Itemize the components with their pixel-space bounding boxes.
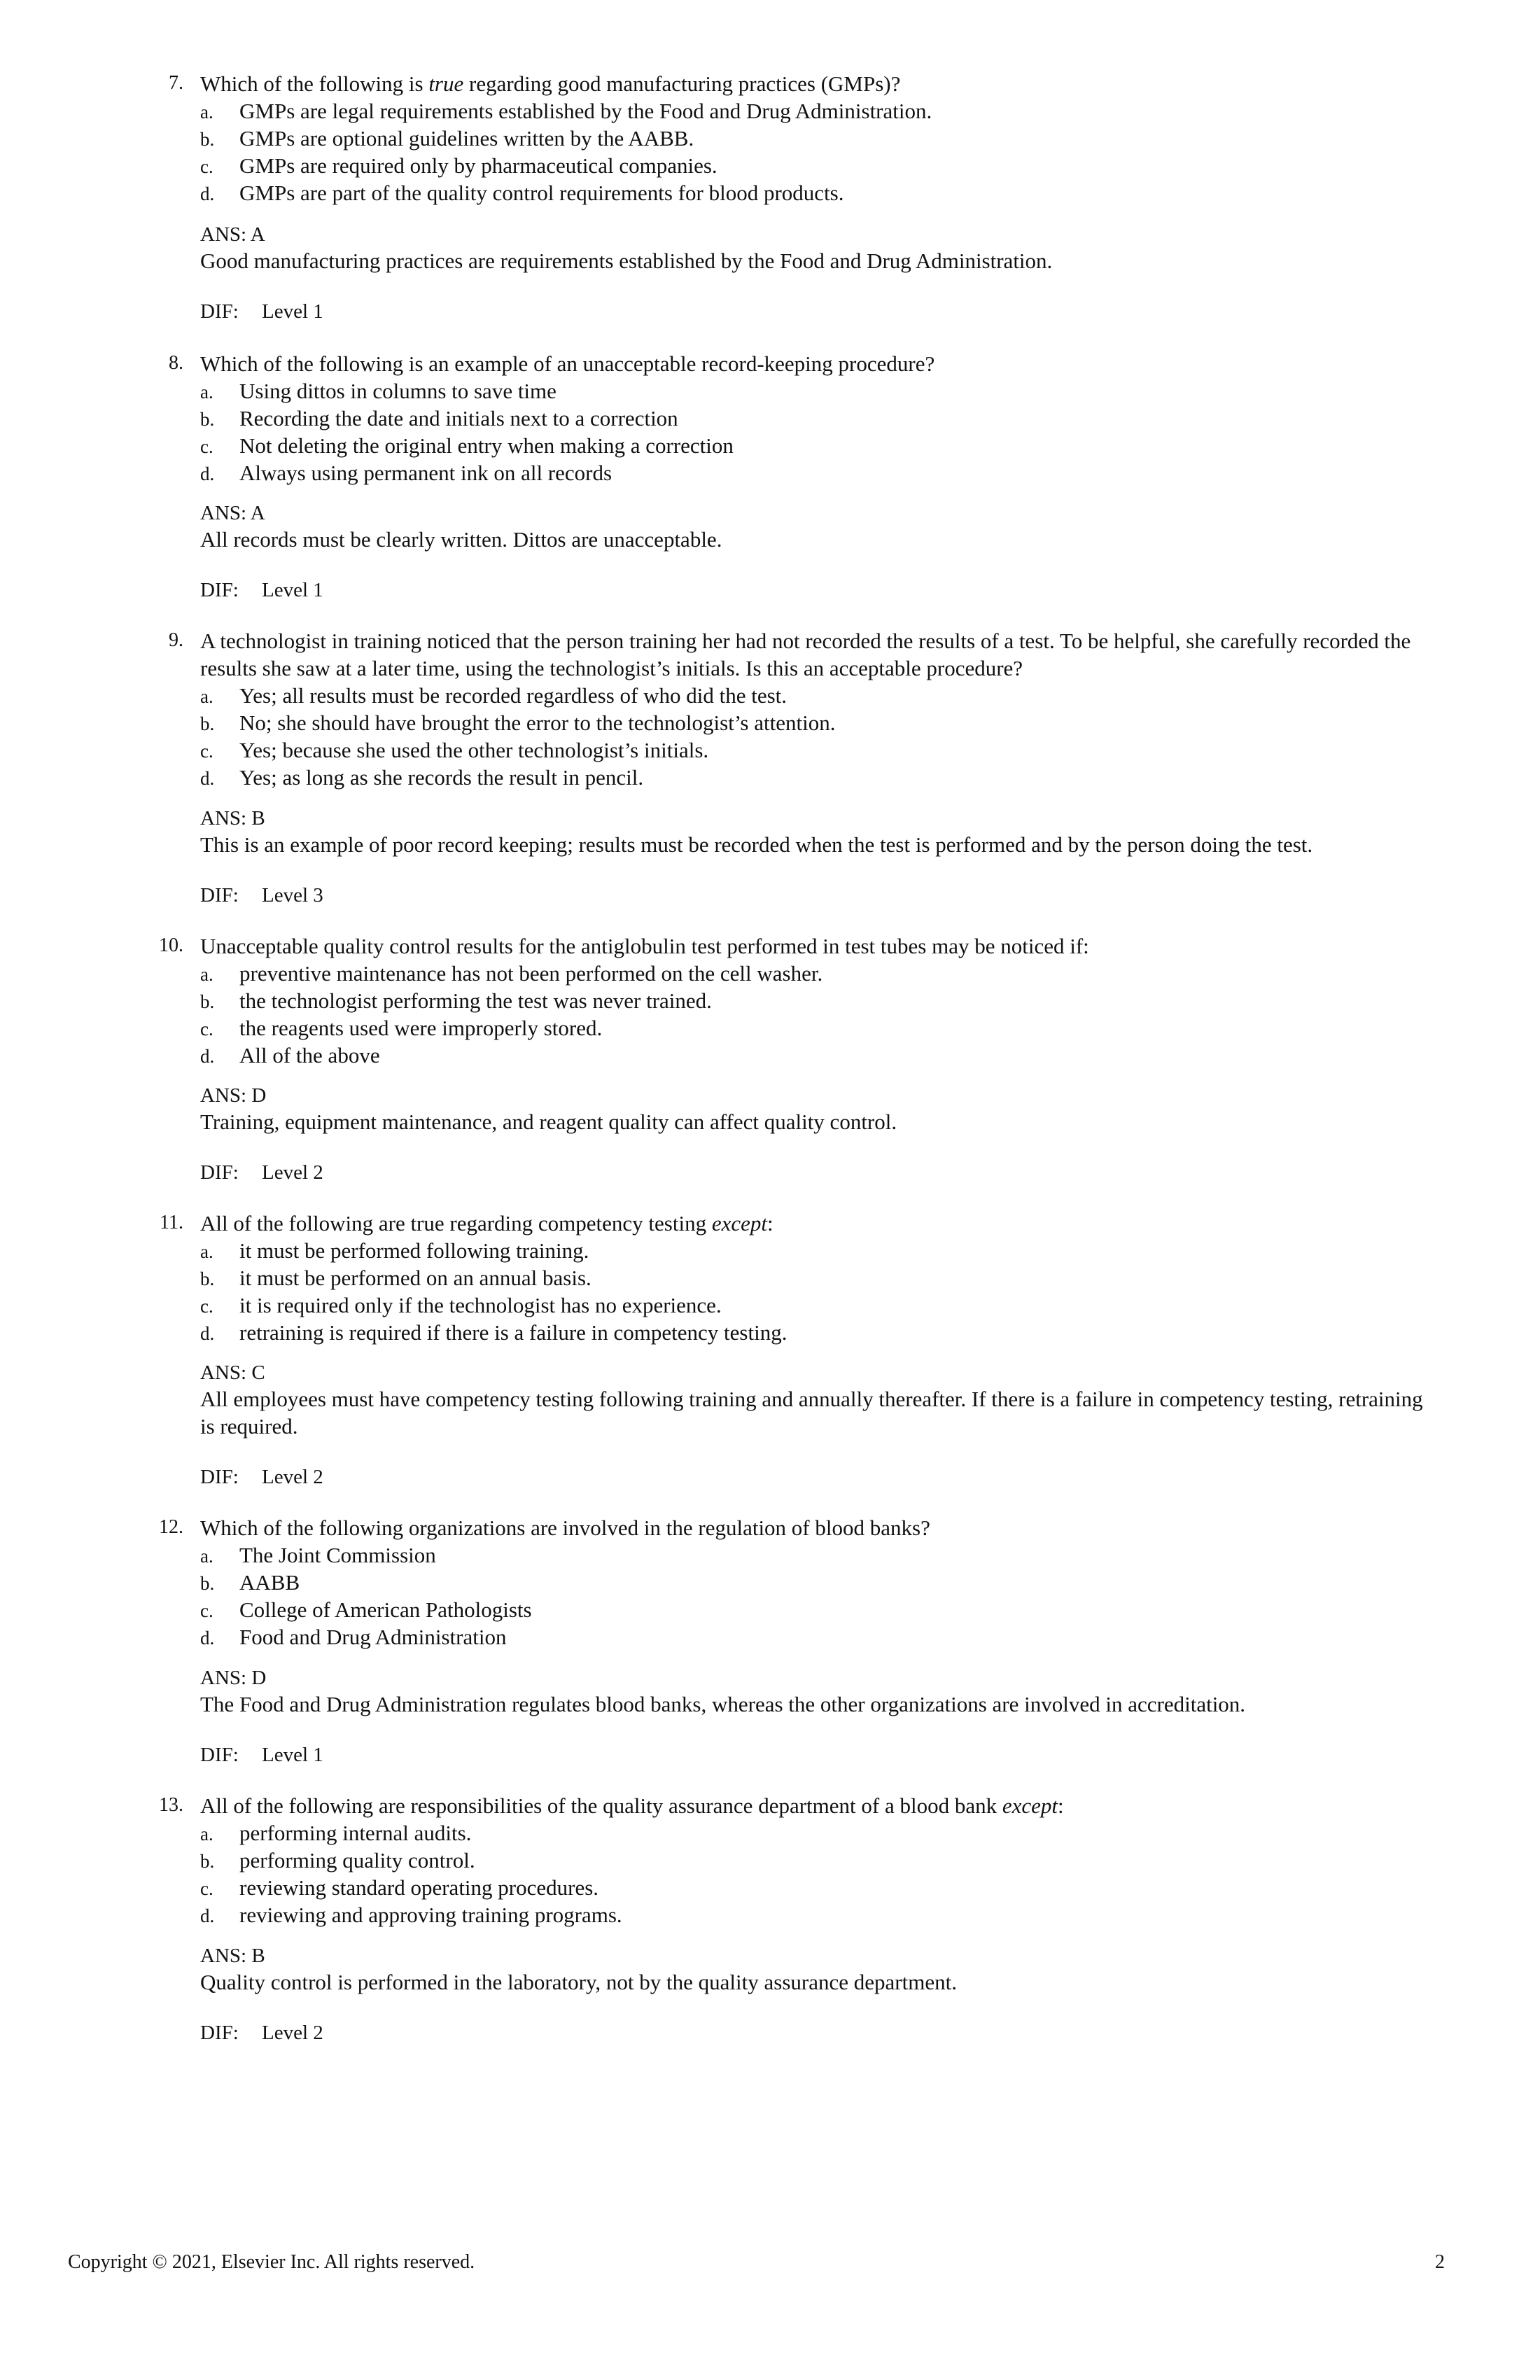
option-a: a. The Joint Commission [200,1543,436,1567]
option-b: b. AABB [200,1570,300,1595]
answer: ANS: A [200,223,265,246]
question-stem: All of the following are true regarding competency testing except: [200,1211,774,1236]
question-stem: All of the following are responsibilities of the quality assurance department of a blood bank except: [200,1793,1064,1818]
option-c: c. the reagents used were improperly stored. [200,1016,603,1040]
question-stem: Which of the following is an example of an unacceptable record-keeping procedure? [200,351,935,376]
answer: ANS: B [200,1945,265,1967]
question-number: 9. [169,629,183,651]
option-a: a. GMPs are legal requirements established by the Food and Drug Administration. [200,99,932,123]
question-stem: A technologist in training noticed that the person training her had not recorded the results of a test. To be helpful, she carefully recorded the results she saw at a later time, using the technologist’s initials. Is this an acceptable procedure? [200,629,1411,680]
option-d: d. Always using permanent ink on all records [200,461,612,485]
question-stem: Which of the following organizations are involved in the regulation of blood banks? [200,1516,930,1540]
option-d: d. GMPs are part of the quality control requirements for blood products. [200,181,844,205]
option-a: a. Using dittos in columns to save time [200,379,556,403]
difficulty: DIF: Level 3 [200,884,323,906]
answer: ANS: A [200,502,265,524]
explanation: Training, equipment maintenance, and reagent quality can affect quality control. [200,1110,897,1134]
explanation: This is an example of poor record keeping; results must be recorded when the test is performed and by the person doing the test. [200,832,1313,857]
option-c: c. reviewing standard operating procedures. [200,1875,599,1900]
option-b: b. GMPs are optional guidelines written by the AABB. [200,126,694,150]
answer: ANS: D [200,1084,267,1107]
option-b: b. it must be performed on an annual basis. [200,1266,592,1290]
question-stem: Which of the following is true regarding good manufacturing practices (GMPs)? [200,71,901,96]
question-number: 10. [159,934,183,956]
question-number: 11. [160,1212,183,1233]
option-b: b. Recording the date and initials next to a correction [200,406,678,430]
option-d: d. reviewing and approving training programs. [200,1903,622,1927]
option-a: a. performing internal audits. [200,1821,472,1845]
difficulty: DIF: Level 2 [200,1161,323,1184]
explanation: All employees must have competency testing following training and annually thereafter. If there is a failure in competency testing, retraining is required. [200,1387,1423,1438]
difficulty: DIF: Level 2 [200,2022,323,2044]
difficulty: DIF: Level 2 [200,1466,323,1488]
option-d: d. Food and Drug Administration [200,1625,507,1649]
question-number: 8. [169,352,183,374]
footer-copyright: Copyright © 2021, Elsevier Inc. All rights reserved. [68,2251,475,2273]
difficulty: DIF: Level 1 [200,1744,323,1766]
option-b: b. No; she should have brought the error to the technologist’s attention. [200,710,836,735]
option-d: d. All of the above [200,1043,380,1068]
answer: ANS: D [200,1667,267,1689]
option-c: c. College of American Pathologists [200,1597,532,1622]
footer-page-number: 2 [1435,2251,1445,2273]
explanation: All records must be clearly written. Dittos are unacceptable. [200,527,722,552]
answer: ANS: C [200,1362,265,1384]
question-stem: Unacceptable quality control results for the antiglobulin test performed in test tubes may be noticed if: [200,934,1089,958]
option-a: a. Yes; all results must be recorded regardless of who did the test. [200,683,788,708]
option-d: d. retraining is required if there is a failure in competency testing. [200,1320,788,1345]
option-c: c. it is required only if the technologist has no experience. [200,1293,722,1317]
option-c: c. GMPs are required only by pharmaceutical companies. [200,153,718,178]
option-b: b. the technologist performing the test was never trained. [200,988,712,1013]
option-b: b. performing quality control. [200,1848,475,1872]
question-number: 7. [169,72,183,94]
option-a: a. it must be performed following training. [200,1238,589,1263]
option-a: a. preventive maintenance has not been performed on the cell washer. [200,961,823,986]
question-number: 12. [159,1516,183,1538]
option-c: c. Not deleting the original entry when making a correction [200,433,734,458]
explanation: Good manufacturing practices are requirements established by the Food and Drug Administration. [200,248,1053,273]
explanation: The Food and Drug Administration regulates blood banks, whereas the other organizations are involved in accreditation. [200,1692,1246,1716]
answer: ANS: B [200,807,265,830]
explanation: Quality control is performed in the laboratory, not by the quality assurance department. [200,1970,957,1994]
option-c: c. Yes; because she used the other technologist’s initials. [200,738,709,762]
option-d: d. Yes; as long as she records the result in pencil. [200,765,644,790]
difficulty: DIF: Level 1 [200,300,323,323]
difficulty: DIF: Level 1 [200,579,323,601]
question-number: 13. [159,1794,183,1816]
